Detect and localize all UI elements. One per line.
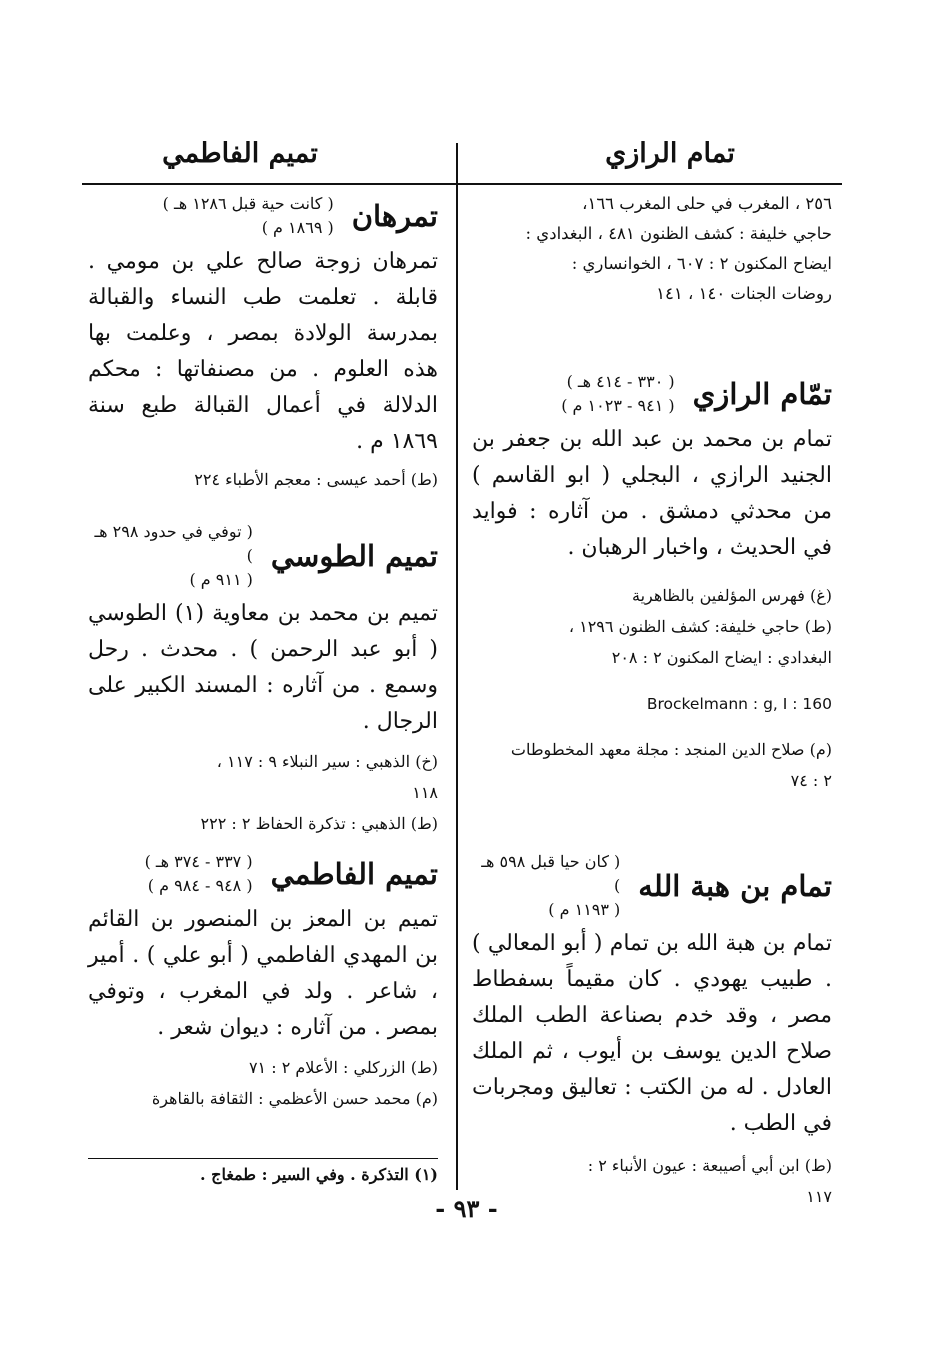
date-gregorian: ( ٩٤١ - ١٠٢٣ م ) bbox=[561, 396, 675, 415]
entry-dates bbox=[163, 192, 334, 240]
header-rule bbox=[82, 183, 842, 185]
entry-references bbox=[88, 746, 438, 839]
column-divider bbox=[456, 143, 458, 1190]
reference-line: (م) محمد حسن الأعظمي : الثقافة بالقاهرة bbox=[151, 1089, 438, 1108]
latin-reference: Brockelmann : g, I : 160 bbox=[646, 694, 832, 713]
entry-dates bbox=[145, 850, 253, 898]
running-header-right: تمام الرازي bbox=[605, 138, 735, 169]
date-hijri: ( توفي في حدود ٢٩٨ هـ ) bbox=[94, 522, 253, 565]
reference-line: ١١٧ bbox=[806, 1187, 832, 1206]
date-gregorian: ( ٩٤٨ - ٩٨٤ م ) bbox=[147, 876, 253, 895]
reference-line: (ط) ابن أبي أصيبعة : عيون الأنباء ٢ : bbox=[587, 1156, 832, 1175]
reference-line: (خ) الذهبي : سير النبلاء ٩ : ١١٧ ، bbox=[216, 752, 438, 771]
entry-dates bbox=[561, 370, 674, 418]
entry-body: تمرهان زوجة صالح علي بن مومي . قابلة . تعلمت طب النساء والقبالة بمدرسة الولادة بمصر ، وعلمت بها هذه العلوم . من مصنفاتها : محكم الدلالة في أعمال القبالة طبع سنة ١٨٦٩ م . bbox=[88, 249, 438, 454]
continuation-line: ٢٥٦ ، المغرب في حلى المغرب ١٦٦، bbox=[582, 194, 832, 213]
entry-heading bbox=[472, 850, 832, 922]
reference-line: (غ) فهرس المؤلفين بالظاهرية bbox=[632, 586, 832, 605]
reference-line: (ط) حاجي خليفة: كشف الظنون ١٢٩٦ ، bbox=[568, 617, 832, 636]
entry-tamim-tusi bbox=[88, 520, 438, 839]
entry-references bbox=[472, 580, 832, 796]
date-gregorian: ( ١٨٦٩ م ) bbox=[261, 218, 334, 237]
entry-name: تمّام الرازي bbox=[692, 377, 832, 411]
entry-body: تمام بن هبة الله بن تمام ( أبو المعالي ) . طبيب يهودي . كان مقيماً بسفطاط مصر ، وقد خدم بصناعة الطب الملك صلاح الدين يوسف بن أيوب ، ثم الملك العادل . له من الكتب : تعاليق ومجربات في الطب . bbox=[472, 931, 832, 1136]
reference-line: ١١٨ bbox=[412, 783, 438, 802]
entry-body: تمام بن محمد بن عبد الله بن جعفر بن الجنيد الرازي ، البجلي ( ابو القاسم ) من محدثي دمشق . من آثاره : فوايد في الحديث ، واخبار الرهبان . bbox=[472, 427, 832, 560]
entry-tammam-hibatallah bbox=[472, 850, 832, 1212]
entry-name: تمام بن هبة الله bbox=[638, 869, 832, 903]
reference-line: (ط) الزركلي : الأعلام ٢ : ٧١ bbox=[248, 1058, 438, 1077]
reference-line: البغدادي : ايضاح المكنون ٢ : ٢٠٨ bbox=[611, 648, 832, 667]
entry-body: تميم بن المعز بن المنصور بن القائم بن المهدي الفاطمي ( أبو علي ) . أمير ، شاعر . ولد في المغرب ، وتوفي بمصر . من آثاره : ديوان شعر . bbox=[88, 907, 438, 1040]
entry-tammam-razi bbox=[472, 370, 832, 796]
entry-heading bbox=[472, 370, 832, 418]
entry-heading bbox=[88, 192, 438, 240]
footnote-rule bbox=[88, 1158, 438, 1159]
entry-references bbox=[88, 1052, 438, 1114]
date-hijri: ( كانت حية قبل ١٢٨٦ هـ ) bbox=[162, 194, 334, 213]
right-column-continuation bbox=[472, 189, 832, 309]
entry-name: تميم الطوسي bbox=[270, 539, 438, 573]
entry-tamim-fatimi bbox=[88, 850, 438, 1114]
date-hijri: ( ٣٣٠ - ٤١٤ هـ ) bbox=[566, 372, 675, 391]
entry-tamarhan bbox=[88, 192, 438, 495]
continuation-line: روضات الجنات ١٤٠ ، ١٤١ bbox=[656, 284, 832, 303]
date-hijri: ( ٣٣٧ - ٣٧٤ هـ ) bbox=[144, 852, 253, 871]
date-gregorian: ( ١١٩٣ م ) bbox=[548, 900, 621, 919]
reference-line: (م) صلاح الدين المنجد : مجلة معهد المخطوطات bbox=[510, 740, 832, 759]
entry-references bbox=[88, 464, 438, 495]
entry-heading bbox=[88, 850, 438, 898]
entry-body: تميم بن محمد بن معاوية (١) الطوسي ( أبو عبد الرحمن ) . محدث . رحل وسمع . من آثاره : المسند الكبير على الرجال . bbox=[88, 601, 438, 734]
entry-dates bbox=[472, 850, 620, 922]
entry-dates bbox=[88, 520, 253, 592]
footnote: (١) التذكرة . وفي السير : طمغاج . bbox=[199, 1165, 438, 1184]
date-hijri: ( كان حيا قبل ٥٩٨ هـ ) bbox=[481, 852, 621, 895]
running-header-left: تميم الفاطمي bbox=[162, 138, 318, 169]
page-number: - ٩٣ - bbox=[435, 1194, 498, 1223]
entry-heading bbox=[88, 520, 438, 592]
reference-line: ٢ : ٧٤ bbox=[790, 771, 832, 790]
entry-name: تمرهان bbox=[351, 199, 438, 233]
continuation-line: ايضاح المكنون ٢ : ٦٠٧ ، الخوانساري : bbox=[571, 254, 832, 273]
reference-line: (ط) الذهبي : تذكرة الحفاظ ٢ : ٢٢٢ bbox=[200, 814, 438, 833]
reference-line: (ط) أحمد عيسى : معجم الأطباء ٢٢٤ bbox=[194, 470, 438, 489]
entry-name: تميم الفاطمي bbox=[270, 857, 438, 891]
date-gregorian: ( ٩١١ م ) bbox=[189, 570, 253, 589]
continuation-line: حاجي خليفة : كشف الظنون ٤٨١ ، البغدادي : bbox=[525, 224, 832, 243]
